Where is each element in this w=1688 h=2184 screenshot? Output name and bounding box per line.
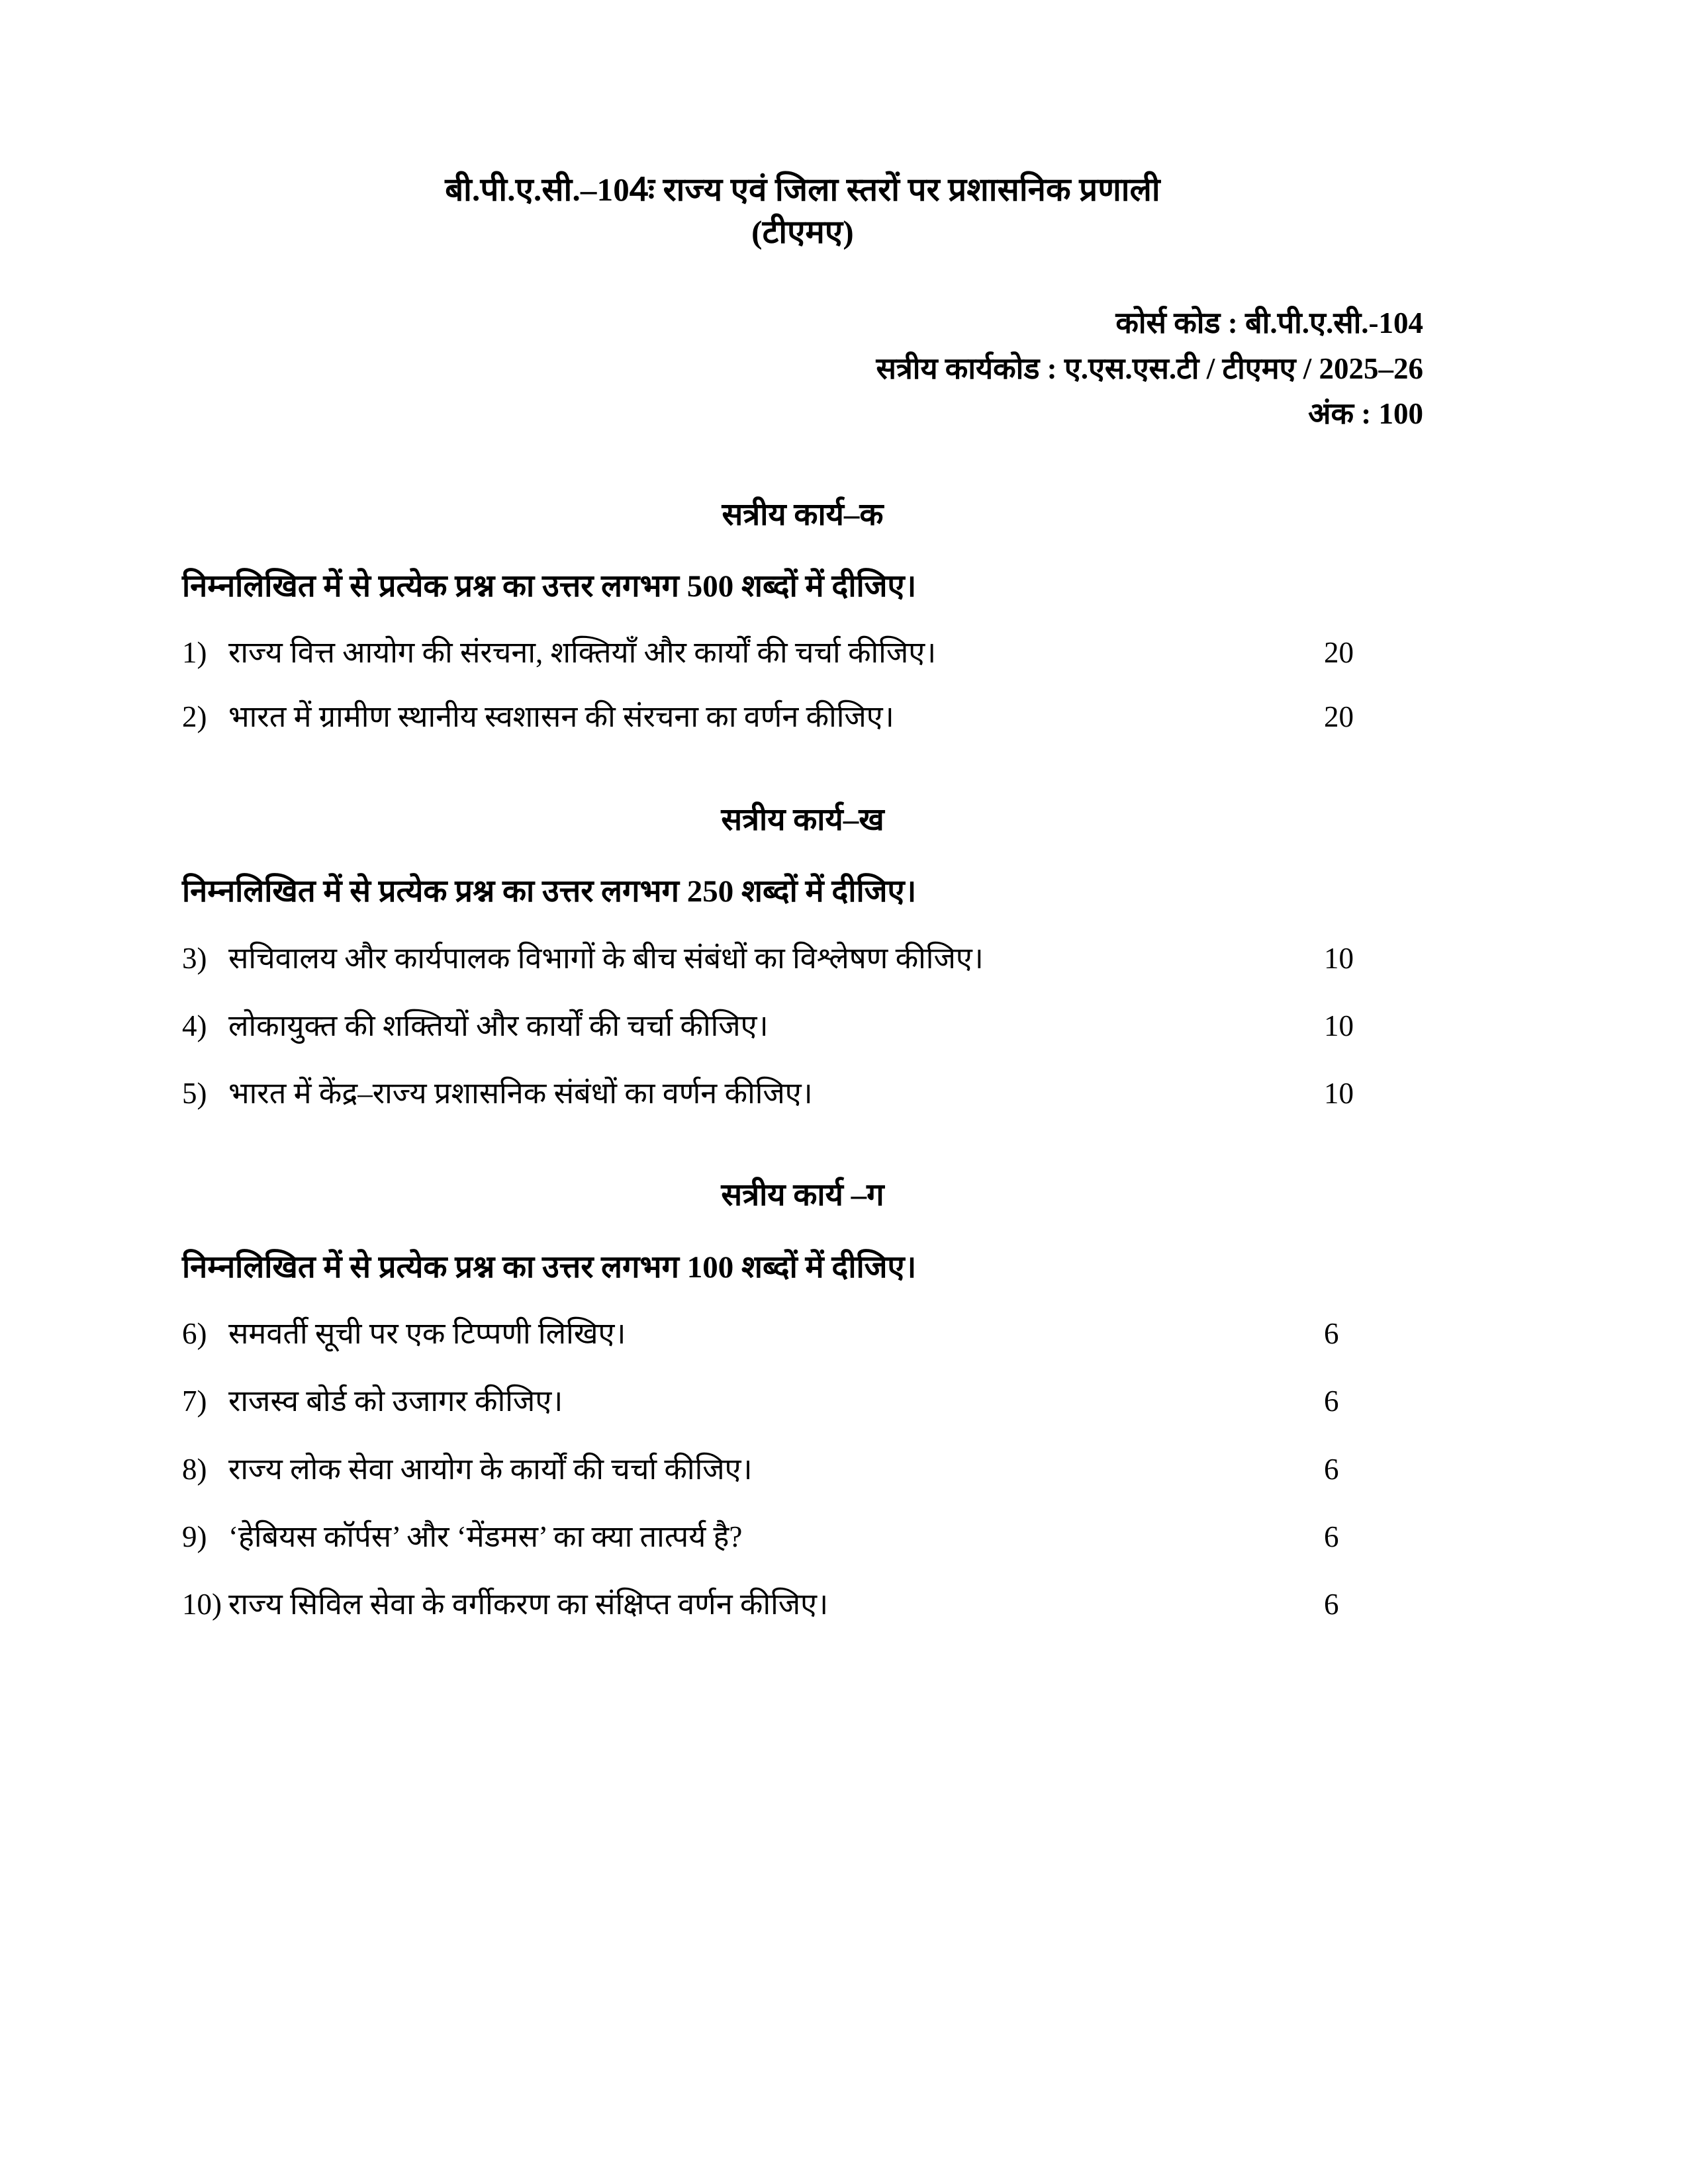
assignment-meta bbox=[182, 300, 1423, 436]
section-instruction-c: निम्नलिखित में से प्रत्येक प्रश्न का उत्तर लगभग 100 शब्दों में दीजिए। bbox=[182, 1250, 917, 1285]
question-number: 4) bbox=[182, 1009, 207, 1042]
question-text: राजस्व बोर्ड को उजागर कीजिए। bbox=[228, 1385, 563, 1418]
question-marks: 6 bbox=[1324, 1317, 1339, 1351]
question-list-a bbox=[182, 634, 1423, 735]
section-instruction-a: निम्नलिखित में से प्रत्येक प्रश्न का उत्तर लगभग 500 शब्दों में दीजिए। bbox=[182, 569, 917, 604]
question-row bbox=[182, 1315, 1423, 1352]
question-marks: 6 bbox=[1324, 1385, 1339, 1418]
question-marks: 20 bbox=[1324, 700, 1354, 733]
question-number: 2) bbox=[182, 700, 207, 733]
section-heading-c: सत्रीय कार्य –ग bbox=[721, 1178, 884, 1213]
question-row bbox=[182, 634, 1423, 671]
question-text: भारत में केंद्र–राज्य प्रशासनिक संबंधों का वर्णन कीजिए। bbox=[228, 1077, 813, 1111]
question-row bbox=[182, 1451, 1423, 1488]
question-row bbox=[182, 1586, 1423, 1623]
question-marks: 10 bbox=[1324, 941, 1354, 975]
question-number: 10) bbox=[182, 1588, 222, 1621]
question-list-b bbox=[182, 940, 1423, 1113]
question-marks: 6 bbox=[1324, 1452, 1339, 1486]
question-number: 3) bbox=[182, 941, 207, 975]
title-line-1: बी.पी.ए.सी.–104ः राज्य एवं जिला स्तरों पर प्रशासनिक प्रणाली bbox=[445, 171, 1160, 208]
question-text: सचिवालय और कार्यपालक विभागों के बीच संबंधों का विश्लेषण कीजिए। bbox=[228, 941, 984, 975]
assignment-code: सत्रीय कार्यकोड : ए.एस.एस.टी / टीएमए / 2025–26 bbox=[876, 351, 1423, 385]
question-marks: 20 bbox=[1324, 636, 1354, 670]
question-list-c bbox=[182, 1315, 1423, 1623]
question-row bbox=[182, 940, 1423, 977]
question-row bbox=[182, 1007, 1423, 1044]
question-marks: 6 bbox=[1324, 1520, 1339, 1553]
question-text: समवर्ती सूची पर एक टिप्पणी लिखिए। bbox=[228, 1317, 626, 1351]
question-marks: 6 bbox=[1324, 1588, 1339, 1621]
question-row bbox=[182, 1383, 1423, 1420]
section-heading-b: सत्रीय कार्य–ख bbox=[721, 802, 884, 837]
question-number: 8) bbox=[182, 1452, 207, 1486]
title-line-2: (टीएमए) bbox=[751, 213, 854, 250]
question-text: राज्य सिविल सेवा के वर्गीकरण का संक्षिप्त वर्णन कीजिए। bbox=[228, 1588, 829, 1621]
question-marks: 10 bbox=[1324, 1009, 1354, 1042]
section-instruction-b: निम्नलिखित में से प्रत्येक प्रश्न का उत्तर लगभग 250 शब्दों में दीजिए। bbox=[182, 874, 917, 909]
question-row bbox=[182, 698, 1423, 735]
question-number: 1) bbox=[182, 636, 207, 670]
question-marks: 10 bbox=[1324, 1077, 1354, 1111]
page-title bbox=[182, 169, 1423, 253]
question-text: ‘हेबियस कॉर्पस’ और ‘मेंडमस’ का क्या तात्पर्य है? bbox=[228, 1520, 743, 1553]
section-heading-a: सत्रीय कार्य–क bbox=[722, 497, 884, 532]
course-code: कोर्स कोड : बी.पी.ए.सी.-104 bbox=[1115, 306, 1423, 340]
total-marks: अंक : 100 bbox=[1308, 397, 1423, 431]
question-text: राज्य वित्त आयोग की संरचना, शक्तियाँ और कार्यों की चर्चा कीजिए। bbox=[228, 636, 937, 670]
question-text: भारत में ग्रामीण स्थानीय स्वशासन की संरचना का वर्णन कीजिए। bbox=[228, 700, 894, 733]
content-column bbox=[182, 0, 1423, 1623]
question-text: लोकायुक्त की शक्तियों और कार्यों की चर्चा कीजिए। bbox=[228, 1009, 769, 1042]
question-number: 9) bbox=[182, 1520, 207, 1553]
question-text: राज्य लोक सेवा आयोग के कार्यों की चर्चा कीजिए। bbox=[228, 1452, 753, 1486]
question-number: 5) bbox=[182, 1077, 207, 1111]
question-number: 6) bbox=[182, 1317, 207, 1351]
question-row bbox=[182, 1518, 1423, 1555]
question-number: 7) bbox=[182, 1385, 207, 1418]
question-row bbox=[182, 1075, 1423, 1112]
